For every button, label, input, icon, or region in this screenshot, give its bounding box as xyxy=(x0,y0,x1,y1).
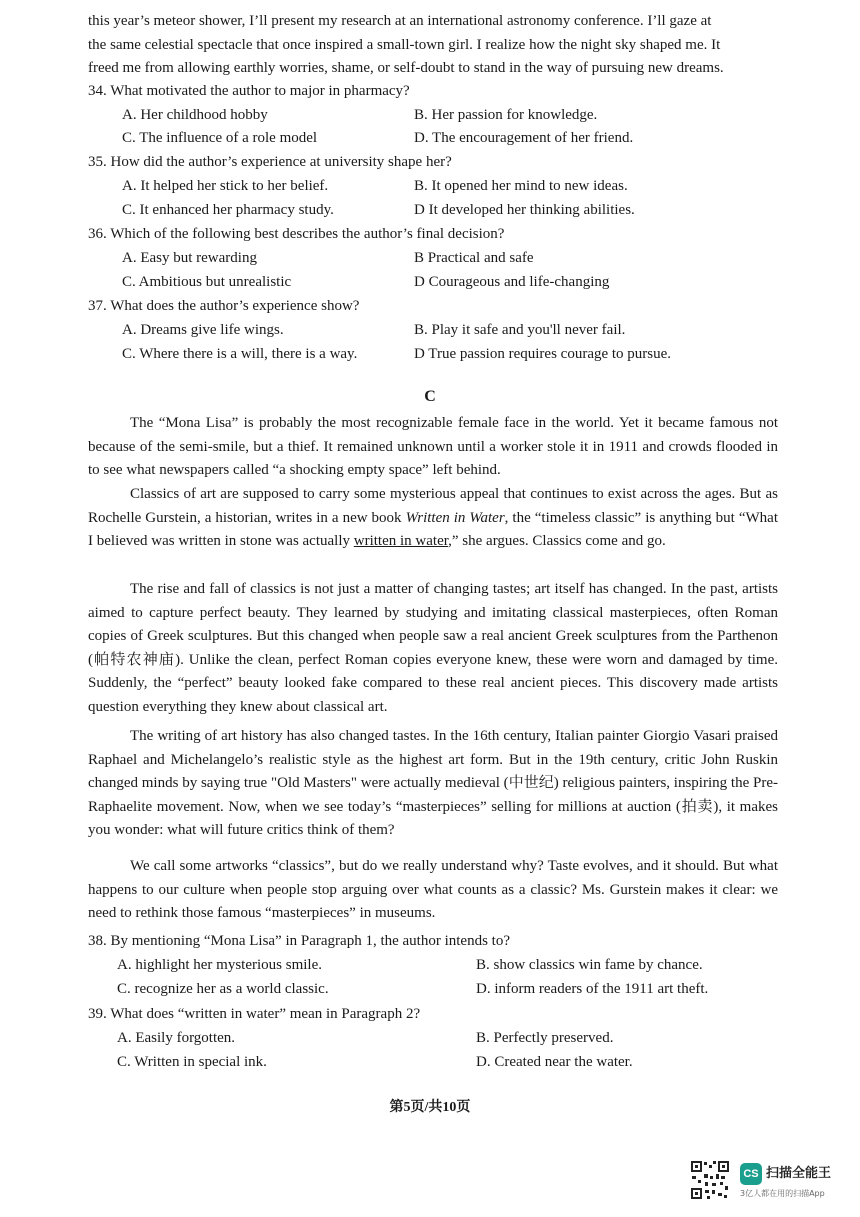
paragraph-line: the same celestial spectacle that once inspired a small-town girl. I realize how the night sky shaped me. It xyxy=(88,37,721,53)
question-38: 38. By mentioning “Mona Lisa” in Paragraph 1, the author intends to? xyxy=(88,933,510,949)
paragraph-line: freed me from allowing earthly worries, shame, or self-doubt to stand in the way of pursuing new dreams. xyxy=(88,60,724,76)
question-39: 39. What does “written in water” mean in Paragraph 2? xyxy=(88,1006,421,1022)
option-c[interactable]: C. Ambitious but unrealistic xyxy=(122,274,292,290)
scanner-app-name: 扫描全能王 xyxy=(766,1166,832,1181)
option-d[interactable]: D It developed her thinking abilities. xyxy=(414,202,635,218)
option-a[interactable]: A. highlight her mysterious smile. xyxy=(117,957,322,973)
option-a[interactable]: A. Her childhood hobby xyxy=(122,107,268,123)
option-a[interactable]: A. It helped her stick to her belief. xyxy=(122,178,329,194)
option-d[interactable]: D Courageous and life-changing xyxy=(414,274,610,290)
question-37: 37. What does the author’s experience show? xyxy=(88,298,360,314)
option-d[interactable]: D. Created near the water. xyxy=(476,1054,633,1070)
option-b[interactable]: B. Her passion for knowledge. xyxy=(414,107,598,123)
option-c[interactable]: C. Where there is a will, there is a way. xyxy=(122,346,358,362)
passage-text: Classics of art are supposed to carry some mysterious appeal that continues to exist across the ages. But as Rochelle Gurstein, a historian, writes in a new book xyxy=(88,486,778,526)
option-a[interactable]: A. Easily forgotten. xyxy=(117,1030,236,1046)
option-b[interactable]: B Practical and safe xyxy=(414,250,534,266)
passage-paragraph-3: The rise and fall of classics is not just a matter of changing tastes; art itself has changed. In the past, artists aimed to capture perfect beauty. They learned by studying and imitating classical masterpieces, often Roman copies of Greek sculptures. But this changed when people saw a real ancient Greek sculptures from the Parthenon (帕特农神庙). Unlike the clean, perfect Roman copies everyone knew, these were worn and damaged by time. Suddenly, the “perfect” beauty looked fake compared to these real ancient pieces. This discovery made artists question everything they knew about classical art. xyxy=(88,581,778,715)
page-number: 第5页/共10页 xyxy=(389,1100,471,1115)
scanner-tagline: 3亿人都在用的扫描App xyxy=(740,1189,825,1198)
passage-paragraph-1: The “Mona Lisa” is probably the most recognizable female face in the world. Yet it became famous not because of the semi-smile, but a thief. It remained unknown until a worker stole it in 1911 and crowds flooded in to see what newspapers called “a shocking empty space” left behind. xyxy=(88,415,778,479)
question-35: 35. How did the author’s experience at university shape her? xyxy=(88,154,452,170)
option-b[interactable]: B. It opened her mind to new ideas. xyxy=(414,178,628,194)
underlined-phrase: written in water xyxy=(353,533,449,550)
option-c[interactable]: C. It enhanced her pharmacy study. xyxy=(122,202,334,218)
option-d[interactable]: D True passion requires courage to pursue. xyxy=(414,346,672,362)
passage-paragraph-4: The writing of art history has also changed tastes. In the 16th century, Italian painter Giorgio Vasari praised Raphael and Michelangelo’s realistic style as the highest art form. But in the 19th century, critic John Ruskin changed minds by saying true "Old Masters" were actually medieval (中世纪) religious painters, inspiring the Pre-Raphaelite movement. Now, when we see today’s “masterpieces” selling for millions at auction (拍卖), it makes you wonder: what will future critics think of them? xyxy=(88,728,778,839)
option-a[interactable]: A. Dreams give life wings. xyxy=(122,322,284,338)
option-a[interactable]: A. Easy but rewarding xyxy=(122,250,257,266)
option-c[interactable]: C. Written in special ink. xyxy=(117,1054,267,1070)
passage-paragraph-5: We call some artworks “classics”, but do we really understand why? Taste evolves, and it should. But what happens to our culture when people stop arguing over what counts as a classic? Ms. Gurstein makes it clear: we need to rethink those famous “masterpieces” in museums. xyxy=(88,858,778,922)
qr-code-icon xyxy=(690,1160,730,1200)
option-d[interactable]: D. inform readers of the 1911 art theft. xyxy=(476,981,709,997)
passage-paragraph-2 xyxy=(88,483,778,554)
passage-text: , the “timeless classic” is anything but “What I believed was written in stone was actually xyxy=(88,509,778,550)
option-b[interactable]: B. Play it safe and you'll never fail. xyxy=(414,322,626,338)
scanner-logo-icon: CS xyxy=(740,1163,762,1185)
option-b[interactable]: B. Perfectly preserved. xyxy=(476,1030,614,1046)
question-34: 34. What motivated the author to major in pharmacy? xyxy=(88,83,410,99)
option-b[interactable]: B. show classics win fame by chance. xyxy=(476,957,703,973)
passage-text: ,” she argues. Classics come and go. xyxy=(448,533,666,550)
option-c[interactable]: C. The influence of a role model xyxy=(122,130,318,146)
section-heading: C xyxy=(424,388,436,405)
book-title: Written in Water xyxy=(405,509,505,526)
paragraph-line: this year’s meteor shower, I’ll present my research at an international astronomy conference. I’ll gaze at xyxy=(88,13,712,29)
question-36: 36. Which of the following best describes the author’s final decision? xyxy=(88,226,505,242)
option-d[interactable]: D. The encouragement of her friend. xyxy=(414,130,634,146)
option-c[interactable]: C. recognize her as a world classic. xyxy=(117,981,329,997)
